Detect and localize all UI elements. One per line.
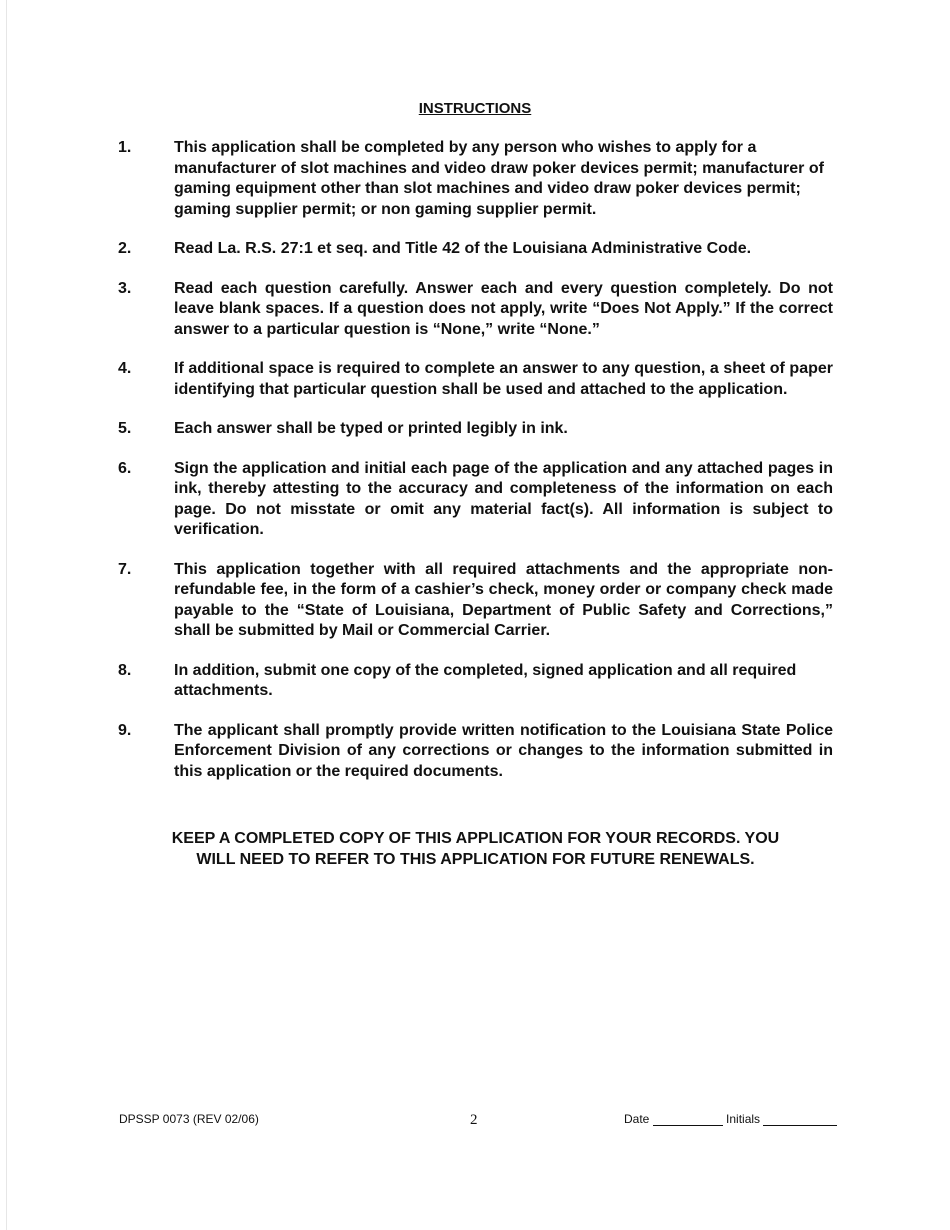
item-number: 1. bbox=[118, 139, 132, 156]
item-number: 5. bbox=[118, 420, 132, 437]
item-number: 7. bbox=[118, 560, 132, 578]
instructions-list bbox=[118, 138, 833, 801]
item-text: Each answer shall be typed or printed legibly in ink. bbox=[174, 420, 568, 437]
instruction-item bbox=[118, 359, 833, 400]
instruction-item bbox=[118, 560, 833, 642]
item-number: 3. bbox=[118, 279, 132, 297]
item-text: If additional space is required to complete an answer to any question, a sheet of paper identifying that particular question shall be used and attached to the application. bbox=[174, 360, 833, 398]
page-footer bbox=[0, 1112, 950, 1132]
item-text: Read La. R.S. 27:1 et seq. and Title 42 of the Louisiana Administrative Code. bbox=[174, 240, 752, 257]
scan-edge bbox=[6, 0, 7, 1230]
instruction-item bbox=[118, 459, 833, 541]
item-number: 8. bbox=[118, 661, 132, 679]
page-number: 2 bbox=[470, 1112, 478, 1128]
keep-copy-notice bbox=[118, 828, 833, 870]
item-number: 9. bbox=[118, 721, 132, 739]
initials-blank-line bbox=[763, 1115, 837, 1126]
item-text: This application together with all required attachments and the appropriate non- refundable fee, in the form of a cashier’s check, money order or company check made payable to the “State of Louisiana, Department of Public Safety and Corrections,” shall be submitted by Mail or Commercial Carrier. bbox=[174, 560, 833, 639]
item-text: Sign the application and initial each page of the application and any attached pages in ink, thereby attesting to the accuracy and completeness of the information on each page. Do not misstate or omit any material fact(s). All information is subject to verification. bbox=[174, 459, 833, 538]
keep-copy-line-1: KEEP A COMPLETED COPY OF THIS APPLICATION FOR YOUR RECORDS. YOU bbox=[171, 830, 780, 847]
date-blank-line bbox=[653, 1115, 723, 1126]
item-text: In addition, submit one copy of the completed, signed application and all required attachments. bbox=[174, 661, 797, 699]
instruction-item bbox=[118, 279, 833, 341]
instruction-item bbox=[118, 138, 833, 220]
instruction-item bbox=[118, 661, 833, 702]
instruction-item bbox=[118, 239, 833, 260]
keep-copy-line-2: WILL NEED TO REFER TO THIS APPLICATION FOR FUTURE RENEWALS. bbox=[196, 851, 755, 868]
item-text: This application shall be completed by any person who wishes to apply for a manufacturer of slot machines and video draw poker devices permit; manufacturer of gaming equipment other than slot machines and video draw poker devices permit; gaming supplier permit; or non gaming supplier permit. bbox=[174, 139, 824, 218]
item-number: 6. bbox=[118, 459, 132, 477]
date-label: Date bbox=[624, 1112, 650, 1126]
instructions-heading: INSTRUCTIONS bbox=[418, 100, 532, 117]
item-text: The applicant shall promptly provide written notification to the Louisiana State Police Enforcement Division of any corrections or changes to the information submitted in this application or the required documents. bbox=[174, 721, 833, 780]
item-text: Read each question carefully. Answer each and every question completely. Do not leave blank spaces. If a question does not apply, write “Does Not Apply.” If the correct answer to a particular question is “None,” write “None.” bbox=[174, 279, 833, 338]
form-number: DPSSP 0073 (REV 02/06) bbox=[119, 1112, 259, 1126]
item-number: 4. bbox=[118, 360, 132, 377]
instruction-item bbox=[118, 721, 833, 783]
initials-label: Initials bbox=[726, 1112, 761, 1126]
instruction-item bbox=[118, 419, 833, 440]
date-initials-area bbox=[624, 1112, 837, 1126]
item-number: 2. bbox=[118, 240, 132, 257]
